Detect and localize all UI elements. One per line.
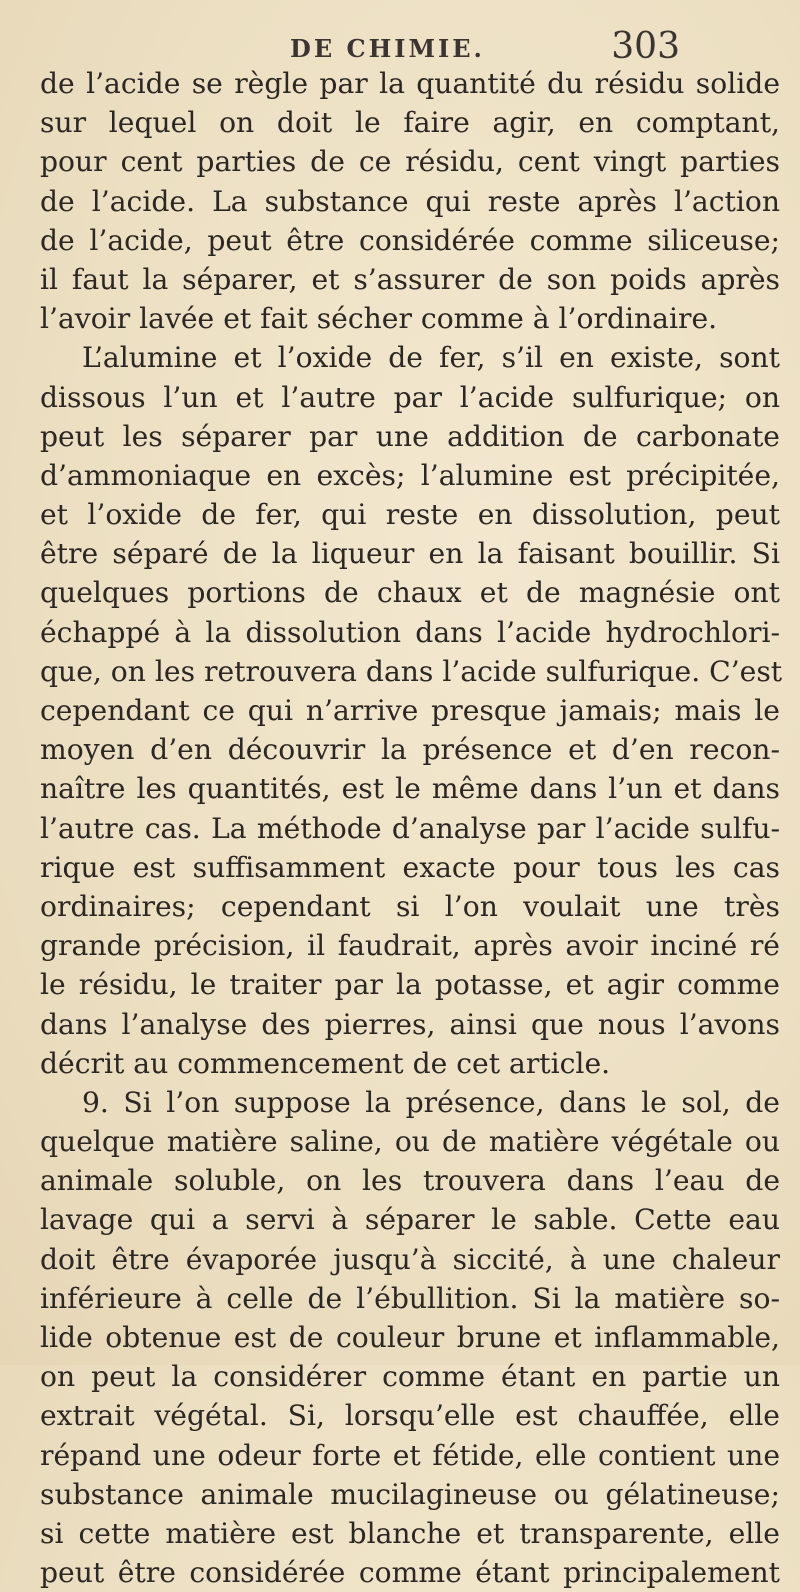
text-line: grande précision, il faudrait, après avoir inciné ré bbox=[40, 929, 780, 963]
text-line: moyen d’en découvrir la présence et d’en recon- bbox=[40, 733, 780, 767]
text-line: doit être évaporée jusqu’à siccité, à une chaleur bbox=[40, 1242, 780, 1276]
text-line: dissous l’un et l’autre par l’acide sulfurique; on bbox=[40, 380, 780, 414]
text-line: L’alumine et l’oxide de fer, s’il en existe, sont bbox=[82, 341, 780, 375]
running-title: DE CHIMIE. bbox=[290, 34, 485, 63]
text-line: d’ammoniaque en excès; l’alumine est précipitée, bbox=[40, 458, 780, 492]
text-line: inférieure à celle de l’ébullition. Si la matière so- bbox=[40, 1281, 780, 1315]
text-line: rique est suffisamment exacte pour tous les cas bbox=[40, 850, 780, 884]
text-line: cependant ce qui n’arrive presque jamais; mais le bbox=[40, 694, 780, 727]
text-line: naître les quantités, est le même dans l’un et dans bbox=[40, 772, 780, 806]
text-line: sur lequel on doit le faire agir, en comptant, bbox=[40, 106, 780, 140]
text-line: décrit au commencement de cet article. bbox=[40, 1046, 611, 1080]
text-line: lavage qui a servi à séparer le sable. Cette eau bbox=[40, 1203, 780, 1237]
text-line: répand une odeur forte et fétide, elle contient une bbox=[40, 1438, 780, 1472]
text-line: dans l’analyse des pierres, ainsi que nous l’avons bbox=[40, 1007, 780, 1041]
body-text bbox=[40, 64, 783, 1592]
text-line: il faut la séparer, et s’assurer de son poids après bbox=[40, 262, 780, 296]
text-line: peut les séparer par une addition de carbonate bbox=[40, 419, 780, 453]
text-line: pour cent parties de ce résidu, cent vingt parties bbox=[40, 145, 780, 179]
text-line: peut être considérée comme étant principalement bbox=[40, 1556, 780, 1590]
page-number: 303 bbox=[611, 26, 680, 67]
text-line: le résidu, le traiter par la potasse, et agir comme bbox=[40, 968, 780, 1002]
text-line: et l’oxide de fer, qui reste en dissolution, peut bbox=[40, 498, 780, 532]
text-line: si cette matière est blanche et transparente, elle bbox=[40, 1516, 780, 1550]
text-line: échappé à la dissolution dans l’acide hydrochlori- bbox=[40, 615, 780, 649]
text-line: de l’acide, peut être considérée comme siliceuse; bbox=[40, 223, 780, 257]
text-line: de l’acide. La substance qui reste après l’action bbox=[40, 184, 780, 218]
text-line: l’autre cas. La méthode d’analyse par l’acide sulfu- bbox=[40, 811, 780, 845]
text-line: quelques portions de chaux et de magnésie ont bbox=[40, 576, 780, 610]
text-line: l’avoir lavée et fait sécher comme à l’ordinaire. bbox=[40, 302, 718, 336]
text-line: 9. Si l’on suppose la présence, dans le sol, de bbox=[82, 1085, 780, 1119]
text-line: de l’acide se règle par la quantité du résidu solide bbox=[40, 67, 780, 100]
text-line: lide obtenue est de couleur brune et inflammable, bbox=[40, 1321, 780, 1354]
text-line: animale soluble, on les trouvera dans l’eau de bbox=[40, 1164, 780, 1198]
running-head bbox=[290, 26, 680, 66]
text-line: extrait végétal. Si, lorsqu’elle est chauffée, elle bbox=[40, 1399, 780, 1433]
text-line: ordinaires; cependant si l’on voulait une très bbox=[40, 889, 780, 923]
text-line: on peut la considérer comme étant en partie un bbox=[40, 1360, 780, 1394]
text-line: quelque matière saline, ou de matière végétale ou bbox=[40, 1125, 780, 1159]
text-line: que, on les retrouvera dans l’acide sulfurique. C’est bbox=[40, 654, 783, 688]
text-line: substance animale mucilagineuse ou gélatineuse; bbox=[40, 1477, 780, 1511]
text-line: être séparé de la liqueur en la faisant bouillir. Si bbox=[40, 537, 780, 571]
